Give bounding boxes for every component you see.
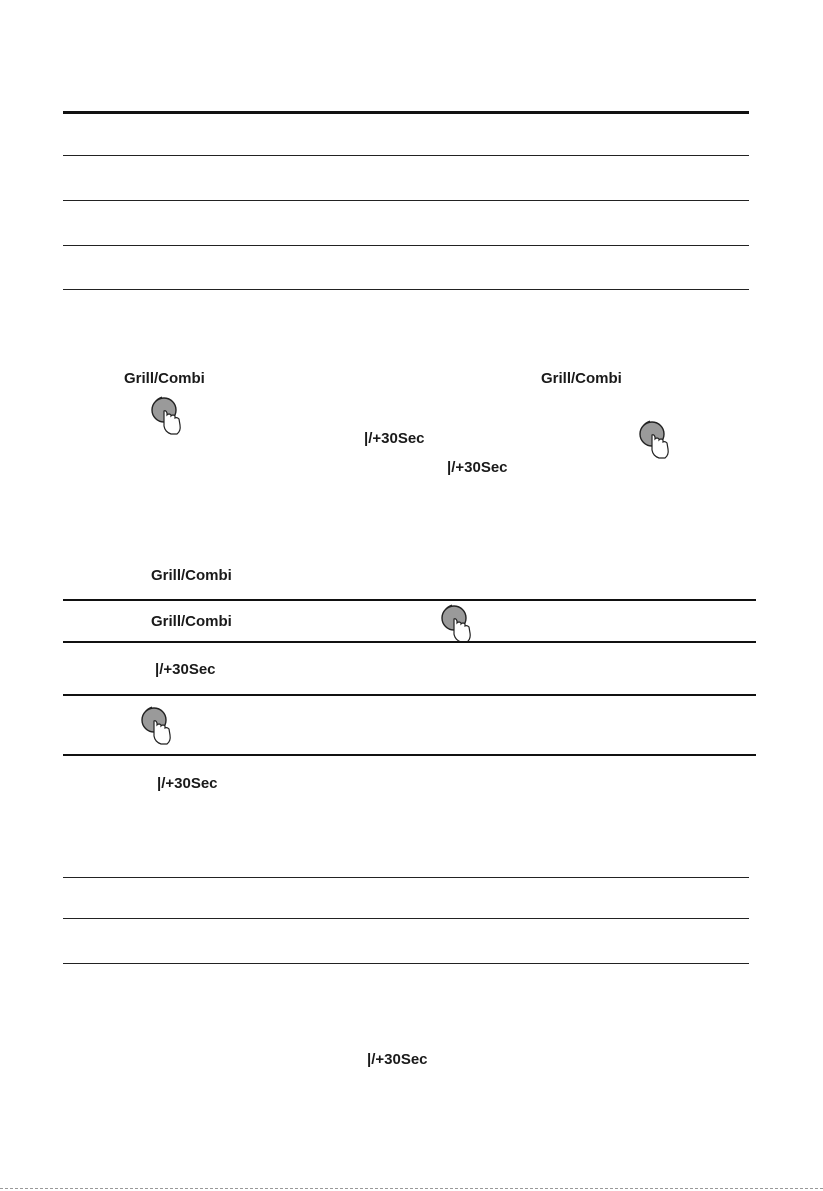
table-rule xyxy=(63,641,756,643)
start-30sec-label: /+30Sec xyxy=(368,430,425,447)
start-30sec-button-label xyxy=(364,430,425,448)
table-rule xyxy=(63,245,749,246)
grill-combi-button-label: Grill/Combi xyxy=(151,613,232,630)
table-rule xyxy=(63,694,756,696)
table-rule xyxy=(63,155,749,156)
start-30sec-button-label xyxy=(155,661,216,679)
rotary-dial-hand-icon xyxy=(436,601,476,645)
table-rule xyxy=(63,599,756,601)
start-30sec-label: /+30Sec xyxy=(371,1051,428,1068)
table-rule xyxy=(63,877,749,878)
table-rule xyxy=(63,200,749,201)
start-30sec-label: /+30Sec xyxy=(451,459,508,476)
page-cut-edge xyxy=(0,1188,823,1189)
start-30sec-button-label xyxy=(447,459,508,477)
start-30sec-button-label xyxy=(157,775,218,793)
table-rule xyxy=(63,754,756,756)
table-rule xyxy=(63,963,749,964)
start-30sec-label: /+30Sec xyxy=(159,661,216,678)
rotary-dial-hand-icon xyxy=(136,703,176,747)
rotary-dial-hand-icon xyxy=(634,417,674,461)
grill-combi-button-label: Grill/Combi xyxy=(541,370,622,387)
start-symbol: | xyxy=(364,430,369,447)
start-30sec-button-label xyxy=(367,1051,428,1069)
start-symbol: | xyxy=(447,459,452,476)
table-top-rule xyxy=(63,111,749,114)
start-30sec-label: /+30Sec xyxy=(161,775,218,792)
grill-combi-button-label: Grill/Combi xyxy=(151,567,232,584)
start-symbol: | xyxy=(155,661,160,678)
table-rule xyxy=(63,918,749,919)
start-symbol: | xyxy=(367,1051,372,1068)
rotary-dial-hand-icon xyxy=(146,393,186,437)
table-rule xyxy=(63,289,749,290)
start-symbol: | xyxy=(157,775,162,792)
grill-combi-button-label: Grill/Combi xyxy=(124,370,205,387)
